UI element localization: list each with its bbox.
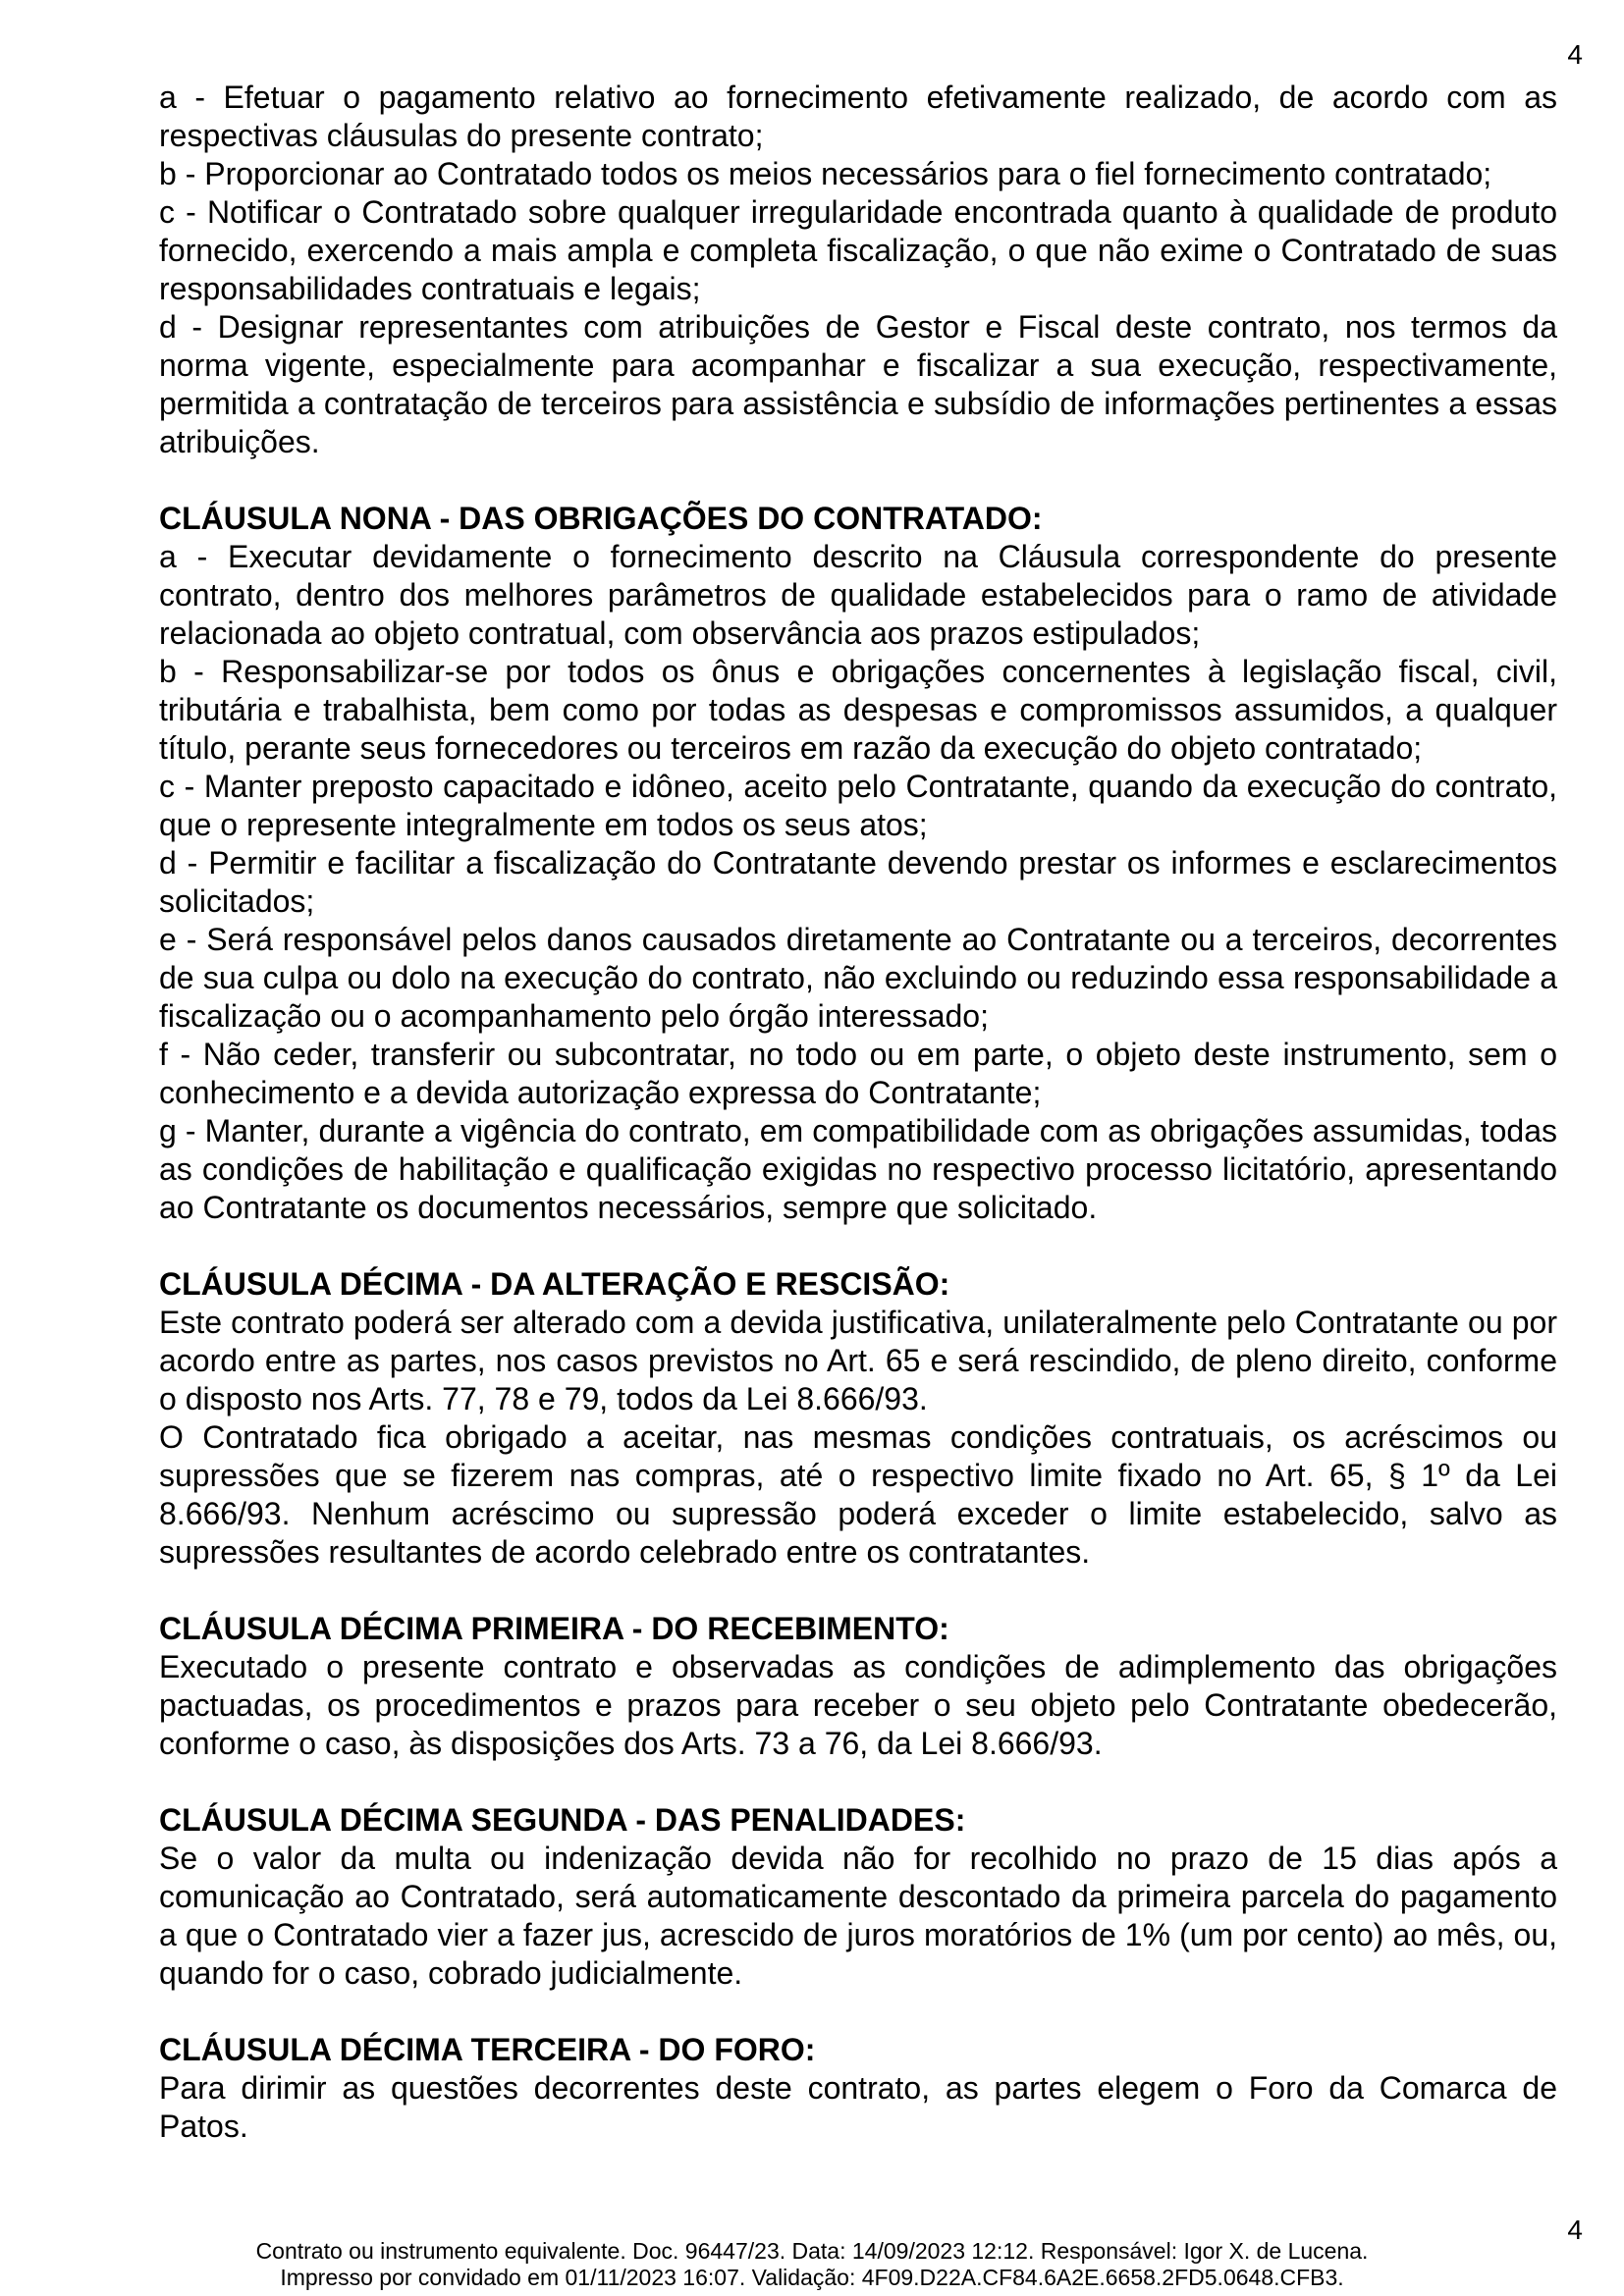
paragraph: b - Responsabilizar-se por todos os ônus e obrigações concernentes à legislação fiscal, civil, tributária e trabalhista, bem como por todas as despesas e compromissos assumidos, a qualquer título, perante seus fornecedores ou terceiros em razão da execução do objeto contratado; bbox=[159, 654, 1557, 766]
paragraph: Para dirimir as questões decorrentes deste contrato, as partes elegem o Foro da Comarca de Patos. bbox=[159, 2070, 1557, 2144]
page-number-top: 4 bbox=[1567, 39, 1583, 70]
paragraph: d - Permitir e facilitar a fiscalização do Contratante devendo prestar os informes e esclarecimentos solicitados; bbox=[159, 845, 1557, 919]
footer-line: Contrato ou instrumento equivalente. Doc. 96447/23. Data: 14/09/2023 12:12. Responsável: Igor X. de Lucena. bbox=[255, 2238, 1369, 2264]
paragraph: a - Executar devidamente o fornecimento descrito na Cláusula correspondente do presente contrato, dentro dos melhores parâmetros de qualidade estabelecidos para o ramo de atividade relacionada ao objeto contratual, com observância aos prazos estipulados; bbox=[159, 539, 1557, 651]
paragraph: e - Será responsável pelos danos causados diretamente ao Contratante ou a terceiros, decorrentes de sua culpa ou dolo na execução do contrato, não excluindo ou reduzindo essa responsabilidade a fiscalização ou o acompanhamento pelo órgão interessado; bbox=[159, 922, 1557, 1034]
paragraph: Este contrato poderá ser alterado com a devida justificativa, unilateralmente pelo Contratante ou por acordo entre as partes, nos casos previstos no Art. 65 e será rescindido, de pleno direito, conforme o disposto nos Arts. 77, 78 e 79, todos da Lei 8.666/93. bbox=[159, 1305, 1557, 1416]
paragraph: c - Notificar o Contratado sobre qualquer irregularidade encontrada quanto à qualidade de produto fornecido, exercendo a mais ampla e completa fiscalização, o que não exime o Contratado de suas responsabilidades contratuais e legais; bbox=[159, 194, 1557, 306]
section-clausula-decima-terceira bbox=[159, 2031, 1557, 2146]
section-obligations-contratante bbox=[159, 79, 1557, 461]
paragraph: Executado o presente contrato e observadas as condições de adimplemento das obrigações pactuadas, os procedimentos e prazos para receber o seu objeto pelo Contratante obedecerão, conforme o caso, às disposições dos Arts. 73 a 76, da Lei 8.666/93. bbox=[159, 1649, 1557, 1761]
paragraph: a - Efetuar o pagamento relativo ao fornecimento efetivamente realizado, de acordo com as respectivas cláusulas do presente contrato; bbox=[159, 80, 1557, 153]
section-heading: CLÁUSULA DÉCIMA TERCEIRA - DO FORO: bbox=[159, 2032, 816, 2067]
section-heading: CLÁUSULA DÉCIMA SEGUNDA - DAS PENALIDADES: bbox=[159, 1802, 966, 1838]
paragraph: Se o valor da multa ou indenização devida não for recolhido no prazo de 15 dias após a comunicação ao Contratado, será automaticamente descontado da primeira parcela do pagamento a que o Contratado vier a fazer jus, acrescido de juros moratórios de 1% (um por cento) ao mês, ou, quando for o caso, cobrado judicialmente. bbox=[159, 1841, 1557, 1991]
section-heading: CLÁUSULA DÉCIMA PRIMEIRA - DO RECEBIMENTO: bbox=[159, 1611, 949, 1646]
paragraph: c - Manter preposto capacitado e idôneo, aceito pelo Contratante, quando da execução do contrato, que o represente integralmente em todos os seus atos; bbox=[159, 769, 1557, 842]
section-clausula-decima-primeira bbox=[159, 1610, 1557, 1763]
paragraph: O Contratado fica obrigado a aceitar, nas mesmas condições contratuais, os acréscimos ou supressões que se fizerem nas compras, até o respectivo limite fixado no Art. 65, § 1º da Lei 8.666/93. Nenhum acréscimo ou supressão poderá exceder o limite estabelecido, salvo as supressões resultantes de acordo celebrado entre os contratantes. bbox=[159, 1419, 1557, 1570]
paragraph: f - Não ceder, transferir ou subcontratar, no todo ou em parte, o objeto deste instrumento, sem o conhecimento e a devida autorização expressa do Contratante; bbox=[159, 1037, 1557, 1110]
paragraph: g - Manter, durante a vigência do contrato, em compatibilidade com as obrigações assumidas, todas as condições de habilitação e qualificação exigidas no respectivo processo licitatório, apresentando ao Contratante os documentos necessários, sempre que solicitado. bbox=[159, 1113, 1557, 1225]
paragraph: b - Proporcionar ao Contratado todos os meios necessários para o fiel fornecimento contratado; bbox=[159, 156, 1492, 191]
section-heading: CLÁUSULA DÉCIMA - DA ALTERAÇÃO E RESCISÃO: bbox=[159, 1266, 950, 1302]
section-clausula-nona bbox=[159, 500, 1557, 1227]
document-body bbox=[159, 79, 1557, 2146]
page-number-bottom: 4 bbox=[1567, 2215, 1583, 2245]
section-clausula-decima-segunda bbox=[159, 1801, 1557, 1993]
paragraph: d - Designar representantes com atribuições de Gestor e Fiscal deste contrato, nos termos da norma vigente, especialmente para acompanhar e fiscalizar a sua execução, respectivamente, permitida a contratação de terceiros para assistência e subsídio de informações pertinentes a essas atribuições. bbox=[159, 309, 1557, 459]
document-footer bbox=[0, 2238, 1624, 2291]
section-clausula-decima bbox=[159, 1265, 1557, 1572]
footer-line: Impresso por convidado em 01/11/2023 16:07. Validação: 4F09.D22A.CF84.6A2E.6658.2FD5.0648.CFB3. bbox=[280, 2265, 1344, 2290]
section-heading: CLÁUSULA NONA - DAS OBRIGAÇÕES DO CONTRATADO: bbox=[159, 501, 1043, 536]
